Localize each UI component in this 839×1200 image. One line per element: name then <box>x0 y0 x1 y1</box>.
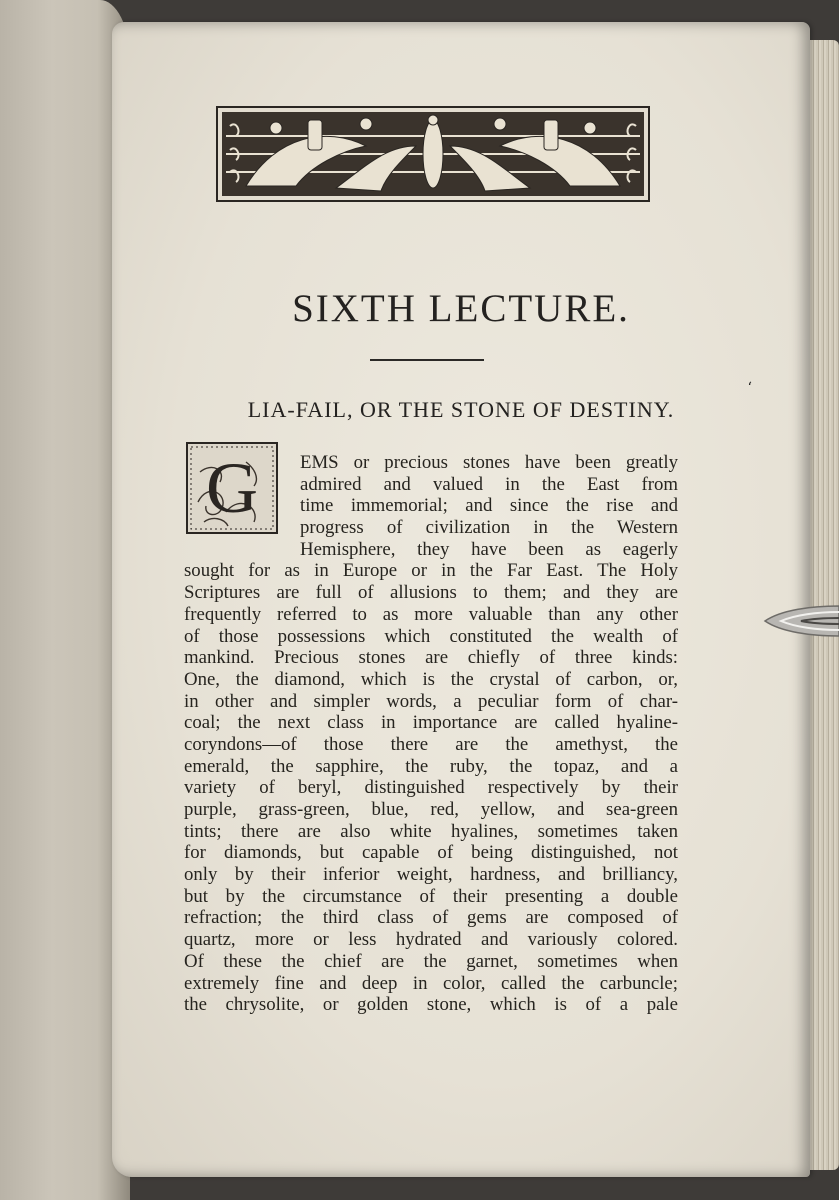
body-line: coryndons—of those there are the amethyst, the <box>184 733 678 755</box>
chapter-title: SIXTH LECTURE. <box>292 287 630 330</box>
body-line: for diamonds, but capable of being distinguished, not <box>184 842 678 864</box>
body-line: refraction; the third class of gems are composed of <box>184 907 678 929</box>
body-line: extremely fine and deep in color, called the carbuncle; <box>184 972 678 994</box>
body-line: sought for as in Europe or in the Far East. The Holy <box>184 560 678 582</box>
facing-page <box>0 0 130 1200</box>
body-line: the chrysolite, or golden stone, which is of a pale <box>184 994 678 1016</box>
body-line: time immemorial; and since the rise and <box>300 495 678 517</box>
body-line: admired and valued in the East from <box>300 473 678 495</box>
pencil-mark: ʻ <box>747 380 752 396</box>
bookmark-clip-icon <box>761 600 839 642</box>
body-line: coal; the next class in importance are called hyaline- <box>184 712 678 734</box>
body-line: progress of civilization in the Western <box>300 517 678 539</box>
body-line: EMS or precious stones have been greatly <box>300 452 678 473</box>
body-line: purple, grass-green, blue, red, yellow, and sea-green <box>184 799 678 820</box>
body-line: only by their inferior weight, hardness, and brilliancy, <box>184 864 678 886</box>
body-line: variety of beryl, distinguished respectively by their <box>184 777 678 799</box>
section-title: LIA-FAIL, OR THE STONE OF DESTINY. <box>247 397 675 422</box>
body-line: quartz, more or less hydrated and variously colored. <box>184 929 678 951</box>
body-line: emerald, the sapphire, the ruby, the topaz, and a <box>184 755 678 777</box>
body-line: in other and simpler words, a peculiar form of char- <box>184 690 678 712</box>
body-line: mankind. Precious stones are chiefly of three kinds: <box>184 647 678 669</box>
body-line: of those possessions which constituted the wealth of <box>184 625 678 647</box>
drop-cap-letter: G <box>206 448 258 528</box>
title-divider <box>370 359 484 361</box>
body-line: Of these the chief are the garnet, sometimes when <box>184 950 678 972</box>
body-line: One, the diamond, which is the crystal of carbon, or, <box>184 668 678 690</box>
body-line: frequently referred to as more valuable than any other <box>184 603 678 625</box>
body-text <box>184 452 678 1016</box>
headpiece-ornament-icon <box>216 106 650 202</box>
body-line: Hemisphere, they have been as eagerly <box>300 538 678 560</box>
body-line: Scriptures are full of allusions to them; and they are <box>184 582 678 604</box>
body-line: but by the circumstance of their presenting a double <box>184 885 678 907</box>
book-page <box>112 22 810 1177</box>
body-line: tints; there are also white hyalines, sometimes taken <box>184 820 678 842</box>
